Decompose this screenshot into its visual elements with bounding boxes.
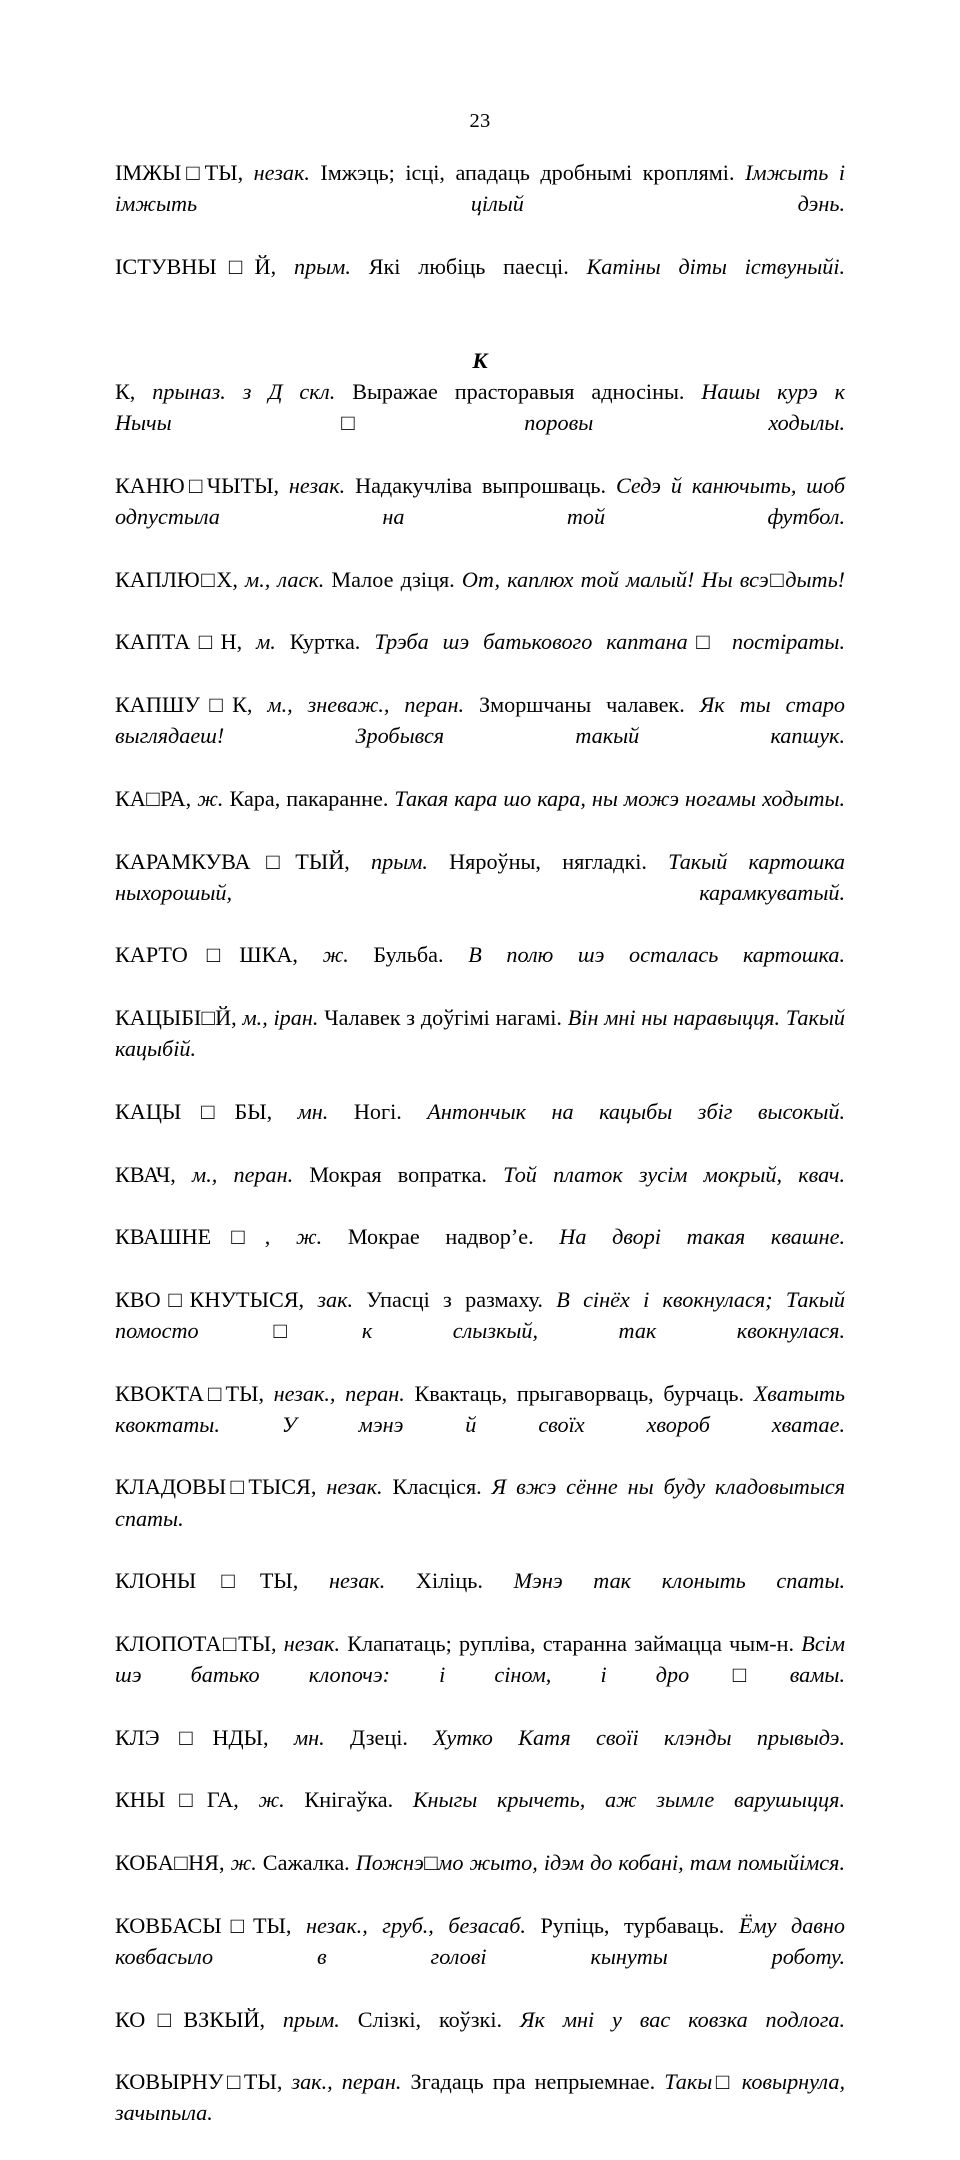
entry-definition: Квактаць, прыгаворваць, бурчаць. — [414, 1380, 745, 1406]
dictionary-entry — [115, 1722, 845, 1785]
entry-headword: КОВЫРНУ□ТЫ, — [115, 2069, 283, 2095]
entry-grammar-label: незак. — [329, 1568, 386, 1594]
dictionary-entry — [115, 2004, 845, 2067]
entry-grammar-label: м., іран. — [242, 1005, 319, 1031]
entry-definition: Згадаць пра непрыемнае. — [410, 2069, 656, 2095]
entry-example: Катіны діты іствуныйі. — [586, 253, 846, 279]
entry-example: Такый картошка ныхорошый, карамкуватый. — [115, 848, 846, 905]
entry-grammar-label: прыназ. з Д скл. — [152, 379, 336, 405]
entry-definition: Выражае прасторавыя адносіны. — [352, 379, 685, 405]
entry-headword: КНЫ□ГА, — [115, 1787, 239, 1813]
entry-headword: ІСТУВНЫ□Й, — [115, 253, 277, 279]
entry-grammar-label: мн. — [293, 1724, 325, 1750]
dictionary-entry — [115, 470, 845, 564]
entry-grammar-label: прым. — [293, 253, 351, 279]
dictionary-entry — [115, 626, 845, 689]
entry-headword: КВАЧ, — [115, 1161, 176, 1187]
entry-headword: КЛОПОТА□ТЫ, — [115, 1630, 277, 1656]
entry-definition: Няроўны, нягладкі. — [449, 848, 647, 874]
entry-definition: Які любіць паесці. — [368, 253, 569, 279]
entry-definition: Ногі. — [353, 1098, 402, 1124]
entry-example: Хутко Катя своїі клэнды прывыдэ. — [433, 1724, 846, 1750]
entry-grammar-label: м., ласк. — [245, 566, 325, 592]
entry-example: Я вжэ сённе ны буду кладовытыся спаты. — [115, 1474, 846, 1531]
entry-example: В сінёх і квокнулася; Такый помосто□к слызкый, так квокнулася. — [115, 1286, 846, 1343]
dictionary-entry — [115, 1471, 845, 1565]
entry-definition: Мокрая вопратка. — [309, 1161, 487, 1187]
entry-grammar-label: ж. — [230, 1850, 257, 1876]
entry-headword: КЛАДОВЫ□ТЫСЯ, — [115, 1474, 317, 1500]
entry-definition: Бульба. — [373, 942, 444, 968]
entry-example: Імжыть і імжыть цілый дэнь. — [115, 160, 846, 217]
entry-headword: ІМЖЫ□ТЫ, — [115, 160, 244, 185]
entry-headword: К, — [115, 379, 136, 405]
dictionary-entry — [115, 251, 845, 314]
dictionary-entry — [115, 1378, 845, 1472]
dictionary-entry — [115, 1565, 845, 1628]
entry-headword: КВОКТА□ТЫ, — [115, 1380, 264, 1406]
entry-example: Ёму давно ковбасыло в голові кынуты роботу. — [115, 1912, 846, 1969]
entry-example: Хватыть квоктаты. У мэнэ й своїх хвороб хватае. — [115, 1380, 845, 1437]
entry-definition: Кнігаўка. — [304, 1787, 394, 1813]
entry-example: Як мні у вас ковзка подлога. — [519, 2006, 846, 2032]
entry-definition: Куртка. — [289, 629, 361, 655]
entry-example: Нашы курэ к Нычы□поровы ходылы. — [115, 379, 846, 436]
dictionary-entry — [115, 1221, 845, 1284]
section-letter-heading: К — [472, 347, 488, 373]
section-gap — [115, 313, 845, 344]
entry-headword: КВАШНЕ□, — [115, 1224, 271, 1250]
dictionary-entry — [115, 1159, 845, 1222]
entry-headword: КВО□КНУТЫСЯ, — [115, 1286, 305, 1312]
entry-headword: КЛЭ□НДЫ, — [115, 1724, 269, 1750]
entry-definition: Зморшчаны чалавек. — [478, 692, 685, 718]
entry-example: Він мні ны наравыцця. Такый кацыбій. — [115, 1005, 845, 1062]
entry-definition: Малое дзіця. — [331, 566, 455, 592]
entry-example: Пожнэ□мо жыто, ідэм до кобані, там помыйімся. — [355, 1850, 846, 1876]
dictionary-entry — [115, 1910, 845, 2004]
dictionary-entry — [115, 783, 845, 846]
entry-example: Такы□ ковырнула, зачыпыла. — [115, 2069, 846, 2126]
entry-grammar-label: ж. — [322, 942, 349, 968]
entry-example: На дворі такая квашне. — [559, 1224, 845, 1250]
entry-definition: Клапатаць; рупліва, старанна займацца чым-н. — [347, 1630, 795, 1656]
dictionary-entry — [115, 689, 845, 783]
entry-grammar-label: мн. — [297, 1098, 329, 1124]
entry-headword: КАЦЫБІ□Й, — [115, 1005, 237, 1031]
entry-definition: Упасці з размаху. — [366, 1286, 543, 1312]
dictionary-entry — [115, 564, 845, 627]
entry-grammar-label: м., перан. — [192, 1161, 294, 1187]
entry-example: Як ты старо выглядаеш! Зробывся такый капшук. — [115, 692, 846, 749]
dictionary-entry — [115, 1784, 845, 1847]
dictionary-entry — [115, 157, 845, 251]
entry-grammar-label: незак. — [283, 1630, 340, 1656]
entry-headword: КО□ВЗКЫЙ, — [115, 2006, 266, 2032]
dictionary-entry — [115, 1002, 845, 1096]
entry-definition: Дзеці. — [350, 1724, 408, 1750]
entry-grammar-label: незак., груб., безасаб. — [305, 1912, 526, 1938]
entry-headword: КОВБАСЫ□ТЫ, — [115, 1912, 292, 1938]
entry-definition: Надакучліва выпрошваць. — [355, 472, 607, 498]
entry-grammar-label: ж. — [258, 1787, 285, 1813]
entry-example: Такая кара шо кара, ны можэ ногамы ходыты. — [394, 785, 846, 811]
entry-example: Антончык на кацыбы збіг высокый. — [427, 1098, 846, 1124]
entry-headword: КАРТО□ШКА, — [115, 942, 298, 968]
dictionary-entry — [115, 376, 845, 470]
entry-example: Трэба шэ батькового каптана□ постіраты. — [374, 629, 845, 655]
entry-definition: Слізкі, коўзкі. — [357, 2006, 503, 2032]
entry-headword: КАПШУ□К, — [115, 692, 253, 718]
entry-definition: Мокрае надвор’е. — [347, 1224, 534, 1250]
entry-example: От, каплюх той малый! Ны всэ□дыть! — [461, 566, 846, 592]
entry-headword: КАНЮ□ЧЫТЫ, — [115, 472, 279, 498]
dictionary-entry — [115, 939, 845, 1002]
entry-headword: КОБА□НЯ, — [115, 1850, 225, 1876]
entry-grammar-label: незак. — [253, 160, 310, 185]
dictionary-entry — [115, 1096, 845, 1159]
dictionary-entry — [115, 846, 845, 940]
entry-example: Кныгы крычеть, аж зымле варушыцця. — [412, 1787, 846, 1813]
entry-grammar-label: прым. — [282, 2006, 340, 2032]
entry-grammar-label: незак. — [288, 472, 346, 498]
entry-grammar-label: зак., перан. — [291, 2069, 402, 2095]
entry-example: Всім шэ батько клопочэ: і сіном, і дро□вамы. — [115, 1630, 845, 1688]
dictionary-entry — [115, 2066, 845, 2160]
entry-example: В полю шэ осталась картошка. — [468, 942, 846, 968]
entry-grammar-label: ж. — [296, 1224, 323, 1250]
entry-example: Мэнэ так клоныть спаты. — [513, 1568, 846, 1594]
entry-example: Той платок зусім мокрый, квач. — [503, 1161, 846, 1187]
entry-grammar-label: незак., перан. — [273, 1380, 405, 1406]
entry-definition: Сажалка. — [262, 1850, 350, 1876]
page-number: 23 — [469, 110, 491, 132]
entry-grammar-label: незак. — [326, 1474, 383, 1500]
entry-definition: Кара, пакаранне. — [229, 785, 389, 811]
entry-headword: КАРАМКУВА□ТЫЙ, — [115, 848, 350, 874]
entry-example: Седэ й канючыть, шоб одпустыла на той футбол. — [115, 472, 846, 530]
entry-headword: КАПЛЮ□Х, — [115, 566, 238, 592]
entry-headword: КА□РА, — [115, 785, 192, 811]
entry-grammar-label: зак. — [317, 1286, 354, 1312]
entry-grammar-label: м., зневаж., перан. — [267, 692, 465, 718]
entry-headword: КАЦЫ□БЫ, — [115, 1098, 273, 1124]
entry-definition: Рупіць, турбаваць. — [540, 1912, 725, 1938]
entry-grammar-label: м. — [256, 629, 276, 655]
dictionary-entry — [115, 1628, 845, 1722]
dictionary-body-column — [115, 157, 845, 2160]
entry-headword: КЛОНЫ□ТЫ, — [115, 1568, 299, 1594]
entry-definition: Класціся. — [392, 1474, 482, 1500]
entry-definition: Чалавек з доўгімі нагамі. — [324, 1005, 562, 1031]
entry-definition: Хіліць. — [415, 1568, 483, 1594]
dictionary-entry — [115, 1284, 845, 1378]
entry-grammar-label: прым. — [371, 848, 428, 874]
entry-grammar-label: ж. — [197, 785, 224, 811]
dictionary-entry — [115, 1847, 845, 1910]
entry-definition: Імжэць; ісці, ападаць дробнымі кроплямі. — [320, 160, 735, 185]
entry-headword: КАПТА□Н, — [115, 629, 243, 655]
